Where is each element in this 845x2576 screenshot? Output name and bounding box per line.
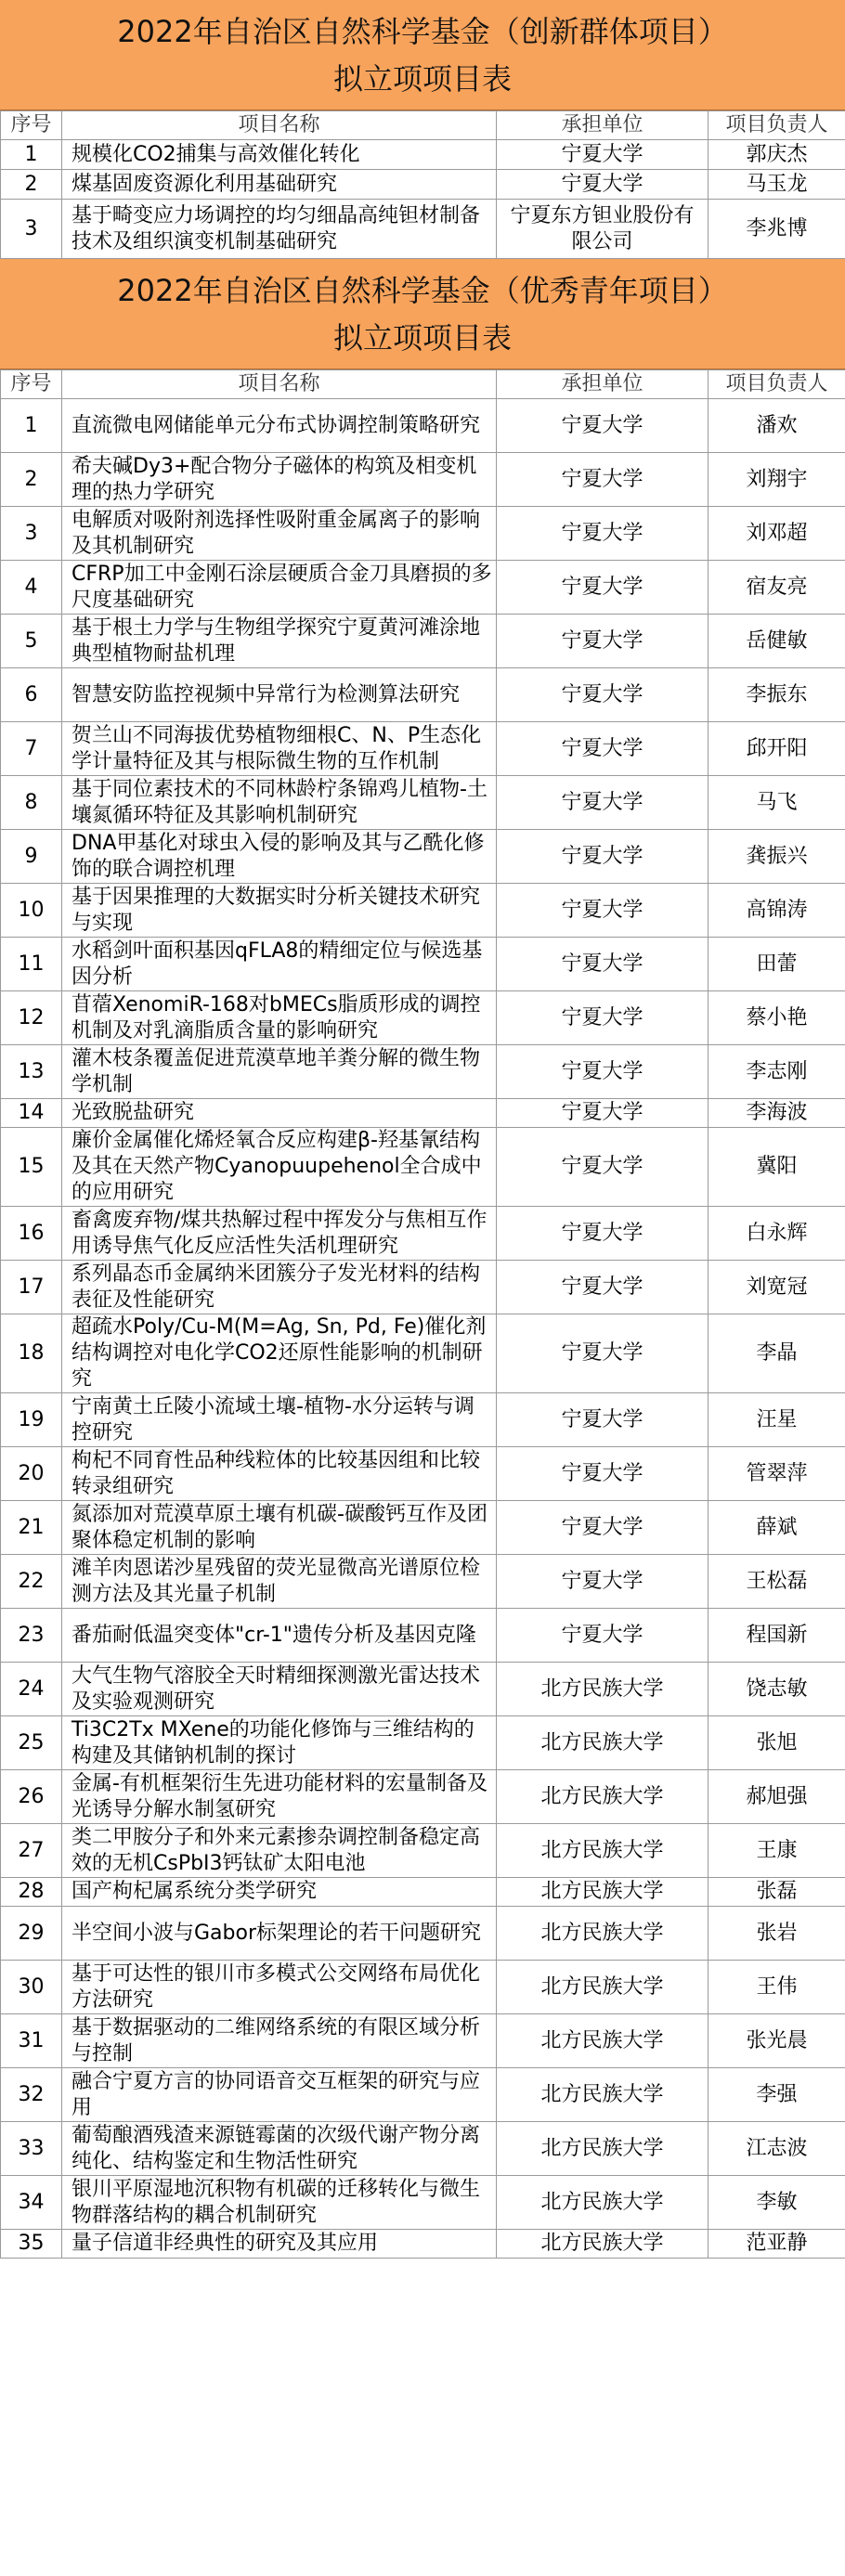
table-row [1,2230,845,2259]
project-name: 番茄耐低温突变体"cr-1"遗传分析及基因克隆 [62,1609,497,1663]
row-number: 19 [1,1393,62,1447]
table-row [1,1099,845,1128]
table-row [1,2122,845,2176]
project-name: 量子信道非经典性的研究及其应用 [62,2230,497,2259]
row-number: 6 [1,668,62,722]
table-row [1,1261,845,1314]
section1-subtitle: 拟立项项目表 [332,61,512,97]
project-name: 超疏水Poly/Cu-M(M=Ag, Sn, Pd, Fe)催化剂结构调控对电化学CO2还原性能影响的机制研究 [62,1314,497,1393]
table-row [1,1716,845,1770]
table-row [1,1393,845,1447]
table-row [1,776,845,830]
table-row [1,1770,845,1824]
table-row [1,561,845,615]
row-number: 14 [1,1099,62,1128]
row-number: 31 [1,2014,62,2068]
row-number: 25 [1,1716,62,1770]
host-institution: 宁夏大学 [497,776,708,830]
project-leader: 李海波 [708,1099,845,1128]
project-leader: 张磊 [708,1878,845,1907]
host-institution: 宁夏大学 [497,399,708,453]
project-name: 系列晶态币金属纳米团簇分子发光材料的结构表征及性能研究 [62,1261,497,1314]
table-row [1,722,845,776]
host-institution: 北方民族大学 [497,1716,708,1770]
table-row [1,1961,845,2014]
project-leader: 李振东 [708,668,845,722]
project-leader: 宿友亮 [708,561,845,615]
header-name: 项目名称 [62,370,497,399]
section1-banner [0,0,845,110]
project-name: Ti3C2Tx MXene的功能化修饰与三维结构的构建及其储钠机制的探讨 [62,1716,497,1770]
project-leader: 管翠萍 [708,1447,845,1501]
table-row [1,668,845,722]
table-row [1,1501,845,1555]
host-institution: 北方民族大学 [497,2122,708,2176]
row-number: 12 [1,991,62,1045]
project-name: 宁南黄土丘陵小流域土壤-植物-水分运转与调控研究 [62,1393,497,1447]
header-no: 序号 [1,370,62,399]
table-row [1,2176,845,2230]
host-institution: 宁夏大学 [497,1609,708,1663]
host-institution: 北方民族大学 [497,2230,708,2259]
project-leader: 蔡小艳 [708,991,845,1045]
project-name: 枸杞不同育性品种线粒体的比较基因组和比较转录组研究 [62,1447,497,1501]
row-number: 29 [1,1907,62,1961]
table-row [1,2014,845,2068]
host-institution: 宁夏大学 [497,884,708,938]
host-institution: 北方民族大学 [497,2068,708,2122]
row-number: 9 [1,830,62,884]
project-leader: 王松磊 [708,1555,845,1609]
row-number: 26 [1,1770,62,1824]
header-name: 项目名称 [62,111,497,140]
project-name: CFRP加工中金刚石涂层硬质合金刀具磨损的多尺度基础研究 [62,561,497,615]
project-name: 滩羊肉恩诺沙星残留的荧光显微高光谱原位检测方法及其光量子机制 [62,1555,497,1609]
project-name: DNA甲基化对球虫入侵的影响及其与乙酰化修饰的联合调控机理 [62,830,497,884]
project-leader: 郝旭强 [708,1770,845,1824]
host-institution: 宁夏大学 [497,1045,708,1099]
row-number: 3 [1,200,62,259]
host-institution: 宁夏大学 [497,615,708,668]
table-row [1,1663,845,1716]
project-leader: 潘欢 [708,399,845,453]
project-name: 畜禽废弃物/煤共热解过程中挥发分与焦相互作用诱导焦气化反应活性失活机理研究 [62,1207,497,1261]
host-institution: 北方民族大学 [497,1824,708,1878]
section1-title: 2022年自治区自然科学基金（创新群体项目） [117,14,728,49]
project-name: 基于畸变应力场调控的均匀细晶高纯钽材制备技术及组织演变机制基础研究 [62,200,497,259]
host-institution: 北方民族大学 [497,1663,708,1716]
project-name: 灌木枝条覆盖促进荒漠草地羊粪分解的微生物学机制 [62,1045,497,1099]
project-leader: 刘宽冠 [708,1261,845,1314]
project-leader: 刘邓超 [708,507,845,561]
project-name: 直流微电网储能单元分布式协调控制策略研究 [62,399,497,453]
project-leader: 马飞 [708,776,845,830]
host-institution: 宁夏大学 [497,507,708,561]
project-name: 智慧安防监控视频中异常行为检测算法研究 [62,668,497,722]
section2-banner [0,259,845,369]
project-name: 氮添加对荒漠草原土壤有机碳-碳酸钙互作及团聚体稳定机制的影响 [62,1501,497,1555]
project-name: 类二甲胺分子和外来元素掺杂调控制备稳定高效的无机CsPbI3钙钛矿太阳电池 [62,1824,497,1878]
host-institution: 北方民族大学 [497,2014,708,2068]
row-number: 15 [1,1128,62,1207]
row-number: 23 [1,1609,62,1663]
project-name: 基于数据驱动的二维网络系统的有限区域分析与控制 [62,2014,497,2068]
project-leader: 李强 [708,2068,845,2122]
table-row [1,1207,845,1261]
project-name: 水稻剑叶面积基因qFLA8的精细定位与候选基因分析 [62,938,497,991]
row-number: 10 [1,884,62,938]
project-name: 大气生物气溶胶全天时精细探测激光雷达技术及实验观测研究 [62,1663,497,1716]
project-leader: 范亚静 [708,2230,845,2259]
row-number: 2 [1,453,62,507]
header-unit: 承担单位 [497,111,708,140]
section2-title: 2022年自治区自然科学基金（优秀青年项目） [117,273,728,308]
table-row [1,830,845,884]
table-row [1,1555,845,1609]
project-name: 融合宁夏方言的协同语音交互框架的研究与应用 [62,2068,497,2122]
section2-subtitle: 拟立项项目表 [332,320,512,356]
host-institution: 北方民族大学 [497,2176,708,2230]
project-leader: 汪星 [708,1393,845,1447]
project-leader: 张岩 [708,1907,845,1961]
host-institution: 宁夏大学 [497,722,708,776]
row-number: 11 [1,938,62,991]
host-institution: 宁夏大学 [497,170,708,200]
host-institution: 宁夏大学 [497,1099,708,1128]
host-institution: 宁夏大学 [497,830,708,884]
table-row [1,1447,845,1501]
project-leader: 江志波 [708,2122,845,2176]
table-row [1,991,845,1045]
project-name: 光致脱盐研究 [62,1099,497,1128]
header-lead: 项目负责人 [708,370,845,399]
host-institution: 北方民族大学 [497,1770,708,1824]
row-number: 3 [1,507,62,561]
row-number: 30 [1,1961,62,2014]
row-number: 4 [1,561,62,615]
project-name: 银川平原湿地沉积物有机碳的迁移转化与微生物群落结构的耦合机制研究 [62,2176,497,2230]
innovation-group-table [0,110,845,259]
project-leader: 岳健敏 [708,615,845,668]
table-header-row [1,370,845,399]
host-institution: 北方民族大学 [497,1878,708,1907]
project-name: 煤基固废资源化利用基础研究 [62,170,497,200]
project-leader: 刘翔宇 [708,453,845,507]
project-leader: 李志刚 [708,1045,845,1099]
row-number: 24 [1,1663,62,1716]
host-institution: 宁夏大学 [497,1555,708,1609]
host-institution: 宁夏东方钽业股份有限公司 [497,200,708,259]
project-leader: 王伟 [708,1961,845,2014]
project-name: 电解质对吸附剂选择性吸附重金属离子的影响及其机制研究 [62,507,497,561]
host-institution: 宁夏大学 [497,140,708,170]
row-number: 13 [1,1045,62,1099]
row-number: 34 [1,2176,62,2230]
table-row [1,200,845,259]
table-row [1,1878,845,1907]
table-row [1,938,845,991]
row-number: 22 [1,1555,62,1609]
project-name: 葡萄酿酒残渣来源链霉菌的次级代谢产物分离纯化、结构鉴定和生物活性研究 [62,2122,497,2176]
row-number: 5 [1,615,62,668]
table-row [1,453,845,507]
project-leader: 马玉龙 [708,170,845,200]
project-leader: 饶志敏 [708,1663,845,1716]
project-leader: 李敏 [708,2176,845,2230]
table-row [1,1609,845,1663]
host-institution: 宁夏大学 [497,561,708,615]
row-number: 16 [1,1207,62,1261]
project-name: 半空间小波与Gabor标架理论的若干问题研究 [62,1907,497,1961]
header-lead: 项目负责人 [708,111,845,140]
project-leader: 张旭 [708,1716,845,1770]
table-row [1,2068,845,2122]
header-unit: 承担单位 [497,370,708,399]
project-leader: 冀阳 [708,1128,845,1207]
table-row [1,1314,845,1393]
project-name: 国产枸杞属系统分类学研究 [62,1878,497,1907]
excellent-youth-table [0,369,845,2259]
row-number: 8 [1,776,62,830]
project-leader: 高锦涛 [708,884,845,938]
host-institution: 宁夏大学 [497,668,708,722]
host-institution: 宁夏大学 [497,453,708,507]
host-institution: 北方民族大学 [497,1961,708,2014]
host-institution: 宁夏大学 [497,1207,708,1261]
project-leader: 程国新 [708,1609,845,1663]
project-name: 苜蓿XenomiR-168对bMECs脂质形成的调控机制及对乳滴脂质含量的影响研究 [62,991,497,1045]
row-number: 20 [1,1447,62,1501]
table-row [1,1128,845,1207]
project-leader: 郭庆杰 [708,140,845,170]
row-number: 17 [1,1261,62,1314]
host-institution: 北方民族大学 [497,1907,708,1961]
table-row [1,615,845,668]
table-row [1,507,845,561]
project-name: 金属-有机框架衍生先进功能材料的宏量制备及光诱导分解水制氢研究 [62,1770,497,1824]
table-header-row [1,111,845,140]
header-no: 序号 [1,111,62,140]
row-number: 1 [1,399,62,453]
project-name: 贺兰山不同海拔优势植物细根C、N、P生态化学计量特征及其与根际微生物的互作机制 [62,722,497,776]
table-row [1,884,845,938]
row-number: 35 [1,2230,62,2259]
project-name: 廉价金属催化烯烃氧合反应构建β-羟基氰结构及其在天然产物Cyanopuupehenol全合成中的应用研究 [62,1128,497,1207]
row-number: 28 [1,1878,62,1907]
project-leader: 龚振兴 [708,830,845,884]
host-institution: 宁夏大学 [497,991,708,1045]
row-number: 7 [1,722,62,776]
project-leader: 薛斌 [708,1501,845,1555]
project-leader: 白永辉 [708,1207,845,1261]
project-name: 基于同位素技术的不同林龄柠条锦鸡儿植物-土壤氮循环特征及其影响机制研究 [62,776,497,830]
row-number: 18 [1,1314,62,1393]
row-number: 21 [1,1501,62,1555]
row-number: 32 [1,2068,62,2122]
row-number: 27 [1,1824,62,1878]
project-leader: 李兆博 [708,200,845,259]
row-number: 1 [1,140,62,170]
project-leader: 王康 [708,1824,845,1878]
project-leader: 张光晨 [708,2014,845,2068]
host-institution: 宁夏大学 [497,1314,708,1393]
table-row [1,399,845,453]
project-leader: 邱开阳 [708,722,845,776]
project-leader: 田蕾 [708,938,845,991]
host-institution: 宁夏大学 [497,1128,708,1207]
table-row [1,1824,845,1878]
row-number: 2 [1,170,62,200]
table-row [1,1045,845,1099]
project-name: 希夫碱Dy3+配合物分子磁体的构筑及相变机理的热力学研究 [62,453,497,507]
host-institution: 宁夏大学 [497,1447,708,1501]
row-number: 33 [1,2122,62,2176]
project-name: 规模化CO2捕集与高效催化转化 [62,140,497,170]
project-name: 基于因果推理的大数据实时分析关键技术研究与实现 [62,884,497,938]
project-leader: 李晶 [708,1314,845,1393]
project-name: 基于根土力学与生物组学探究宁夏黄河滩涂地典型植物耐盐机理 [62,615,497,668]
table-row [1,170,845,200]
host-institution: 宁夏大学 [497,1393,708,1447]
table-row [1,140,845,170]
host-institution: 宁夏大学 [497,1261,708,1314]
host-institution: 宁夏大学 [497,1501,708,1555]
project-name: 基于可达性的银川市多模式公交网络布局优化方法研究 [62,1961,497,2014]
host-institution: 宁夏大学 [497,938,708,991]
table-row [1,1907,845,1961]
